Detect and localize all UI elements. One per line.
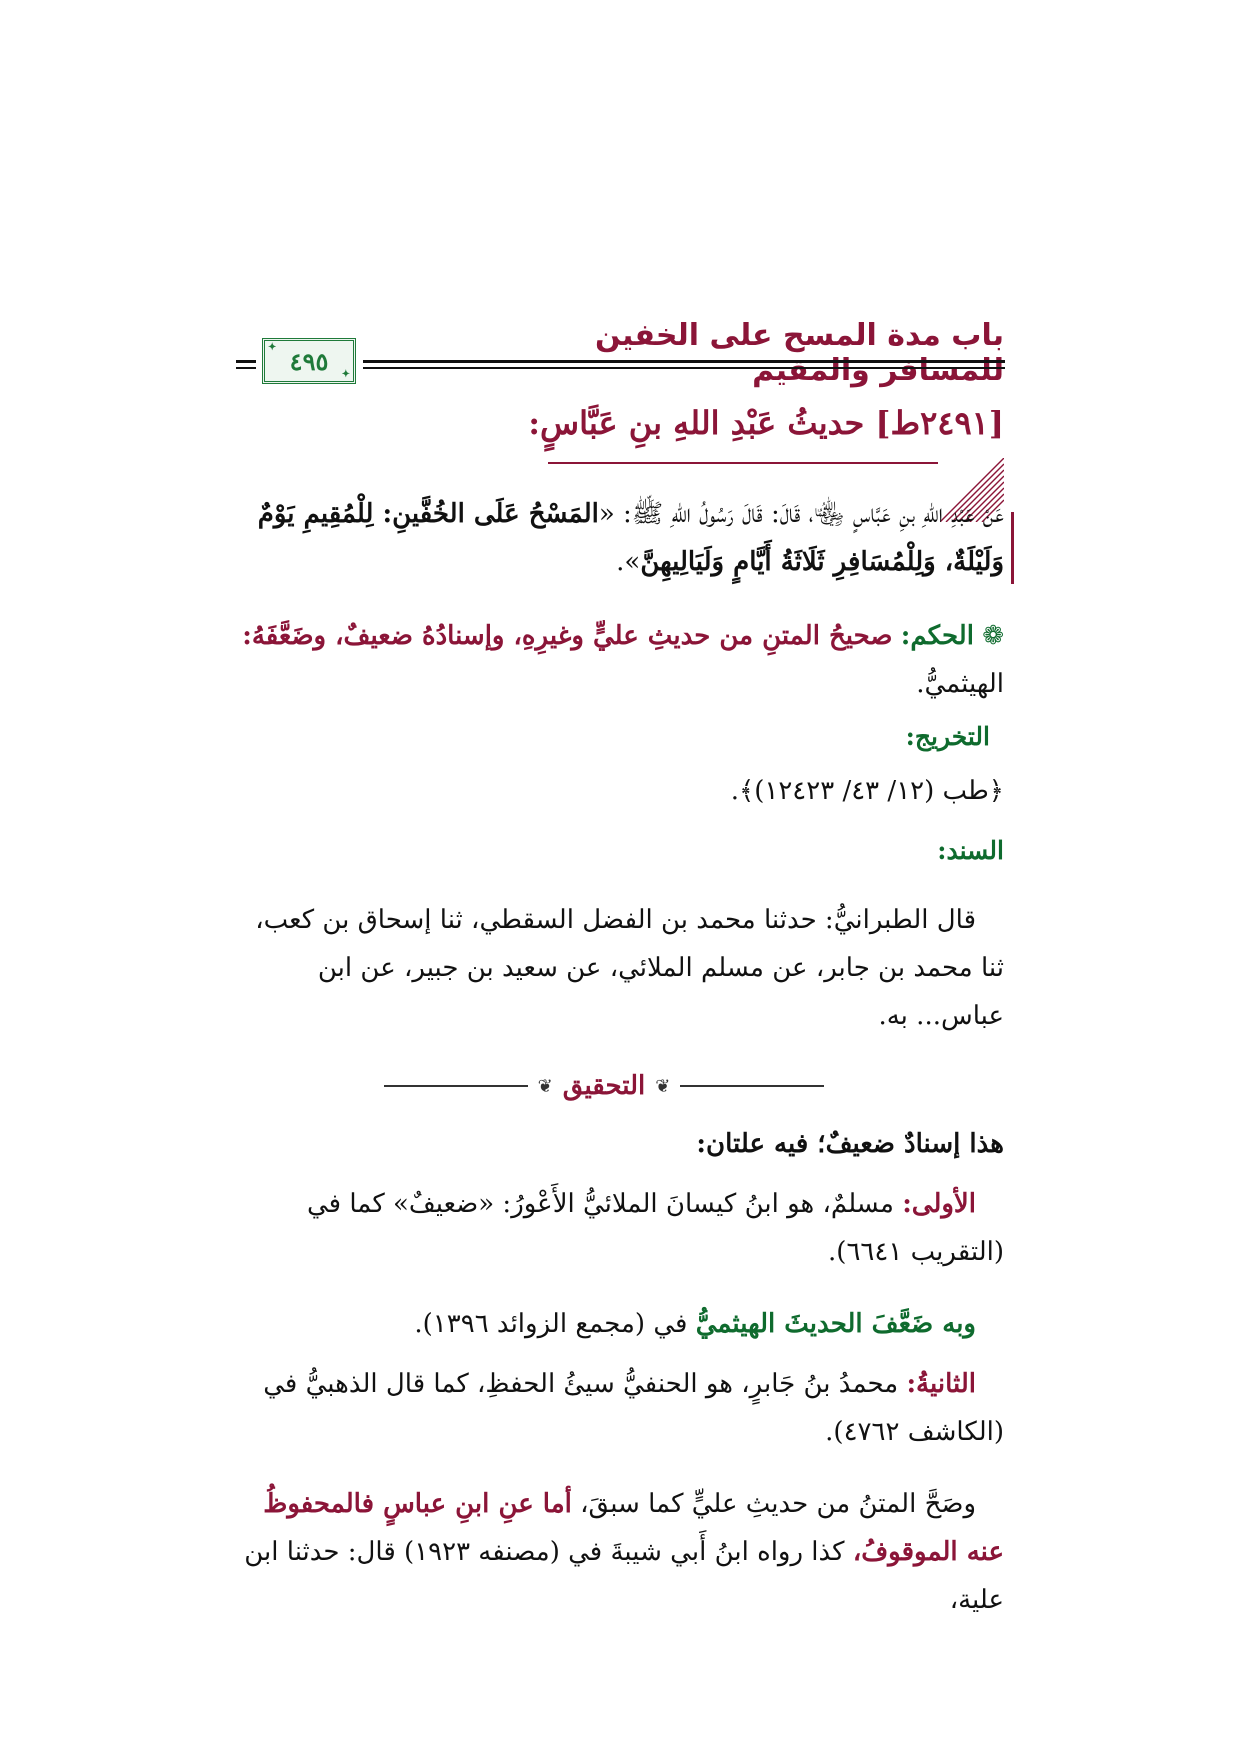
running-header-title: باب مدة المسح على الخفين للمسافر والمقيم bbox=[595, 318, 1004, 388]
takhrij-title: التخريج: bbox=[905, 722, 990, 751]
sanad-title: السند: bbox=[937, 836, 1004, 865]
sanad-text bbox=[236, 896, 1004, 1040]
hadith-text-bold: المَسْحُ عَلَى الخُفَّينِ: لِلْمُقِيمِ يَوْمٌ وَلَيْلَةٌ، وَلِلْمُسَافِرِ ثَلَاثَةُ أَيَّامٍ وَلَيَالِيهِنَّ bbox=[257, 499, 1004, 577]
flower-ornament-icon: ❁ bbox=[982, 621, 1004, 651]
divider-ornament-icon: ❦ bbox=[655, 1075, 671, 1097]
hadith-side-bar bbox=[1011, 512, 1014, 584]
closing-rest: كذا رواه ابنُ أَبي شيبةَ في (مصنفه ١٩٢٣) قال: حدثنا ابن علية، bbox=[244, 1537, 1004, 1615]
page-number: ✦ ٤٩٥ bbox=[289, 346, 329, 376]
header-rule-short bbox=[236, 360, 256, 369]
ruling-paragraph bbox=[236, 612, 1004, 708]
divider-ornament-icon: ❦ bbox=[537, 1075, 553, 1097]
hadith-number: [٢٤٩١ط] bbox=[875, 404, 1004, 442]
haythami-rest: في (مجمع الزوائد ١٣٩٦). bbox=[414, 1309, 688, 1339]
closing-highlight: أما عنِ ابنِ عباسٍ فالمحفوظُ عنه الموقوفُ، bbox=[263, 1489, 1004, 1567]
ruling-text: صحيحُ المتنِ من حديثِ عليٍّ وغيرِهِ، وإسنادُهُ ضعيفٌ، وضَعَّفَهُ: bbox=[242, 621, 893, 651]
second-defect-text: محمدُ بنُ جَابرٍ، هو الحنفيُّ سيئُ الحفظِ، كما قال الذهبيُّ في (الكاشف ٤٧٦٢). bbox=[263, 1369, 1004, 1447]
tahqiq-divider bbox=[384, 1066, 824, 1106]
second-defect bbox=[236, 1360, 1004, 1456]
closing-start: وصَحَّ المتنُ من حديثِ عليٍّ كما سبقَ، bbox=[580, 1489, 976, 1519]
sanad-body: قال الطبرانيُّ: حدثنا محمد بن الفضل السقطي، ثنا إسحاق بن كعب، ثنا محمد بن جابر، عن مسلم الملائي، عن سعيد بن جبير، عن ابن عباس... به. bbox=[255, 905, 1004, 1031]
tahqiq-label: التحقيق bbox=[562, 1071, 646, 1101]
first-defect-text: مسلمٌ، هو ابنُ كيسانَ الملائيُّ الأَعْورُ: «ضعيفٌ» كما في (التقريب ٦٦٤١). bbox=[307, 1189, 1004, 1267]
haythami-note bbox=[236, 1300, 1004, 1348]
divider-line bbox=[384, 1085, 528, 1087]
ruling-label: الحكم: bbox=[900, 621, 974, 651]
ruling-continuation: الهيثميُّ. bbox=[916, 669, 1004, 699]
first-defect bbox=[236, 1180, 1004, 1276]
hadith-title: حديثُ عَبْدِ اللهِ بنِ عَبَّاسٍ: bbox=[528, 404, 865, 442]
hadith-text bbox=[236, 490, 1004, 586]
haythami-bold: وبه ضَعَّفَ الحديثَ الهيثميُّ bbox=[695, 1309, 976, 1339]
header-rule bbox=[363, 360, 1005, 369]
closing-paragraph bbox=[236, 1480, 1004, 1624]
hadith-text-plain: عَنْ عَبْدِ اللهِ بنِ عَبَّاسٍ ﵄، قَالَ: قَالَ رَسُولُ اللهِ ﷺ: « bbox=[598, 499, 1004, 529]
first-defect-label: الأولى: bbox=[902, 1189, 976, 1219]
second-defect-label: الثانيةُ: bbox=[906, 1369, 976, 1399]
hadith-text-end: ». bbox=[616, 547, 641, 577]
analysis-intro: هذا إسنادٌ ضعيفٌ؛ فيه علتان: bbox=[696, 1129, 1004, 1159]
takhrij-reference: ﴿طب (١٢/ ٤٣/ ١٢٤٢٣)﴾. bbox=[730, 776, 1004, 806]
heading-underline bbox=[548, 462, 938, 464]
divider-line bbox=[680, 1085, 824, 1087]
hadith-heading bbox=[244, 404, 1004, 442]
page-number-badge bbox=[262, 338, 356, 384]
